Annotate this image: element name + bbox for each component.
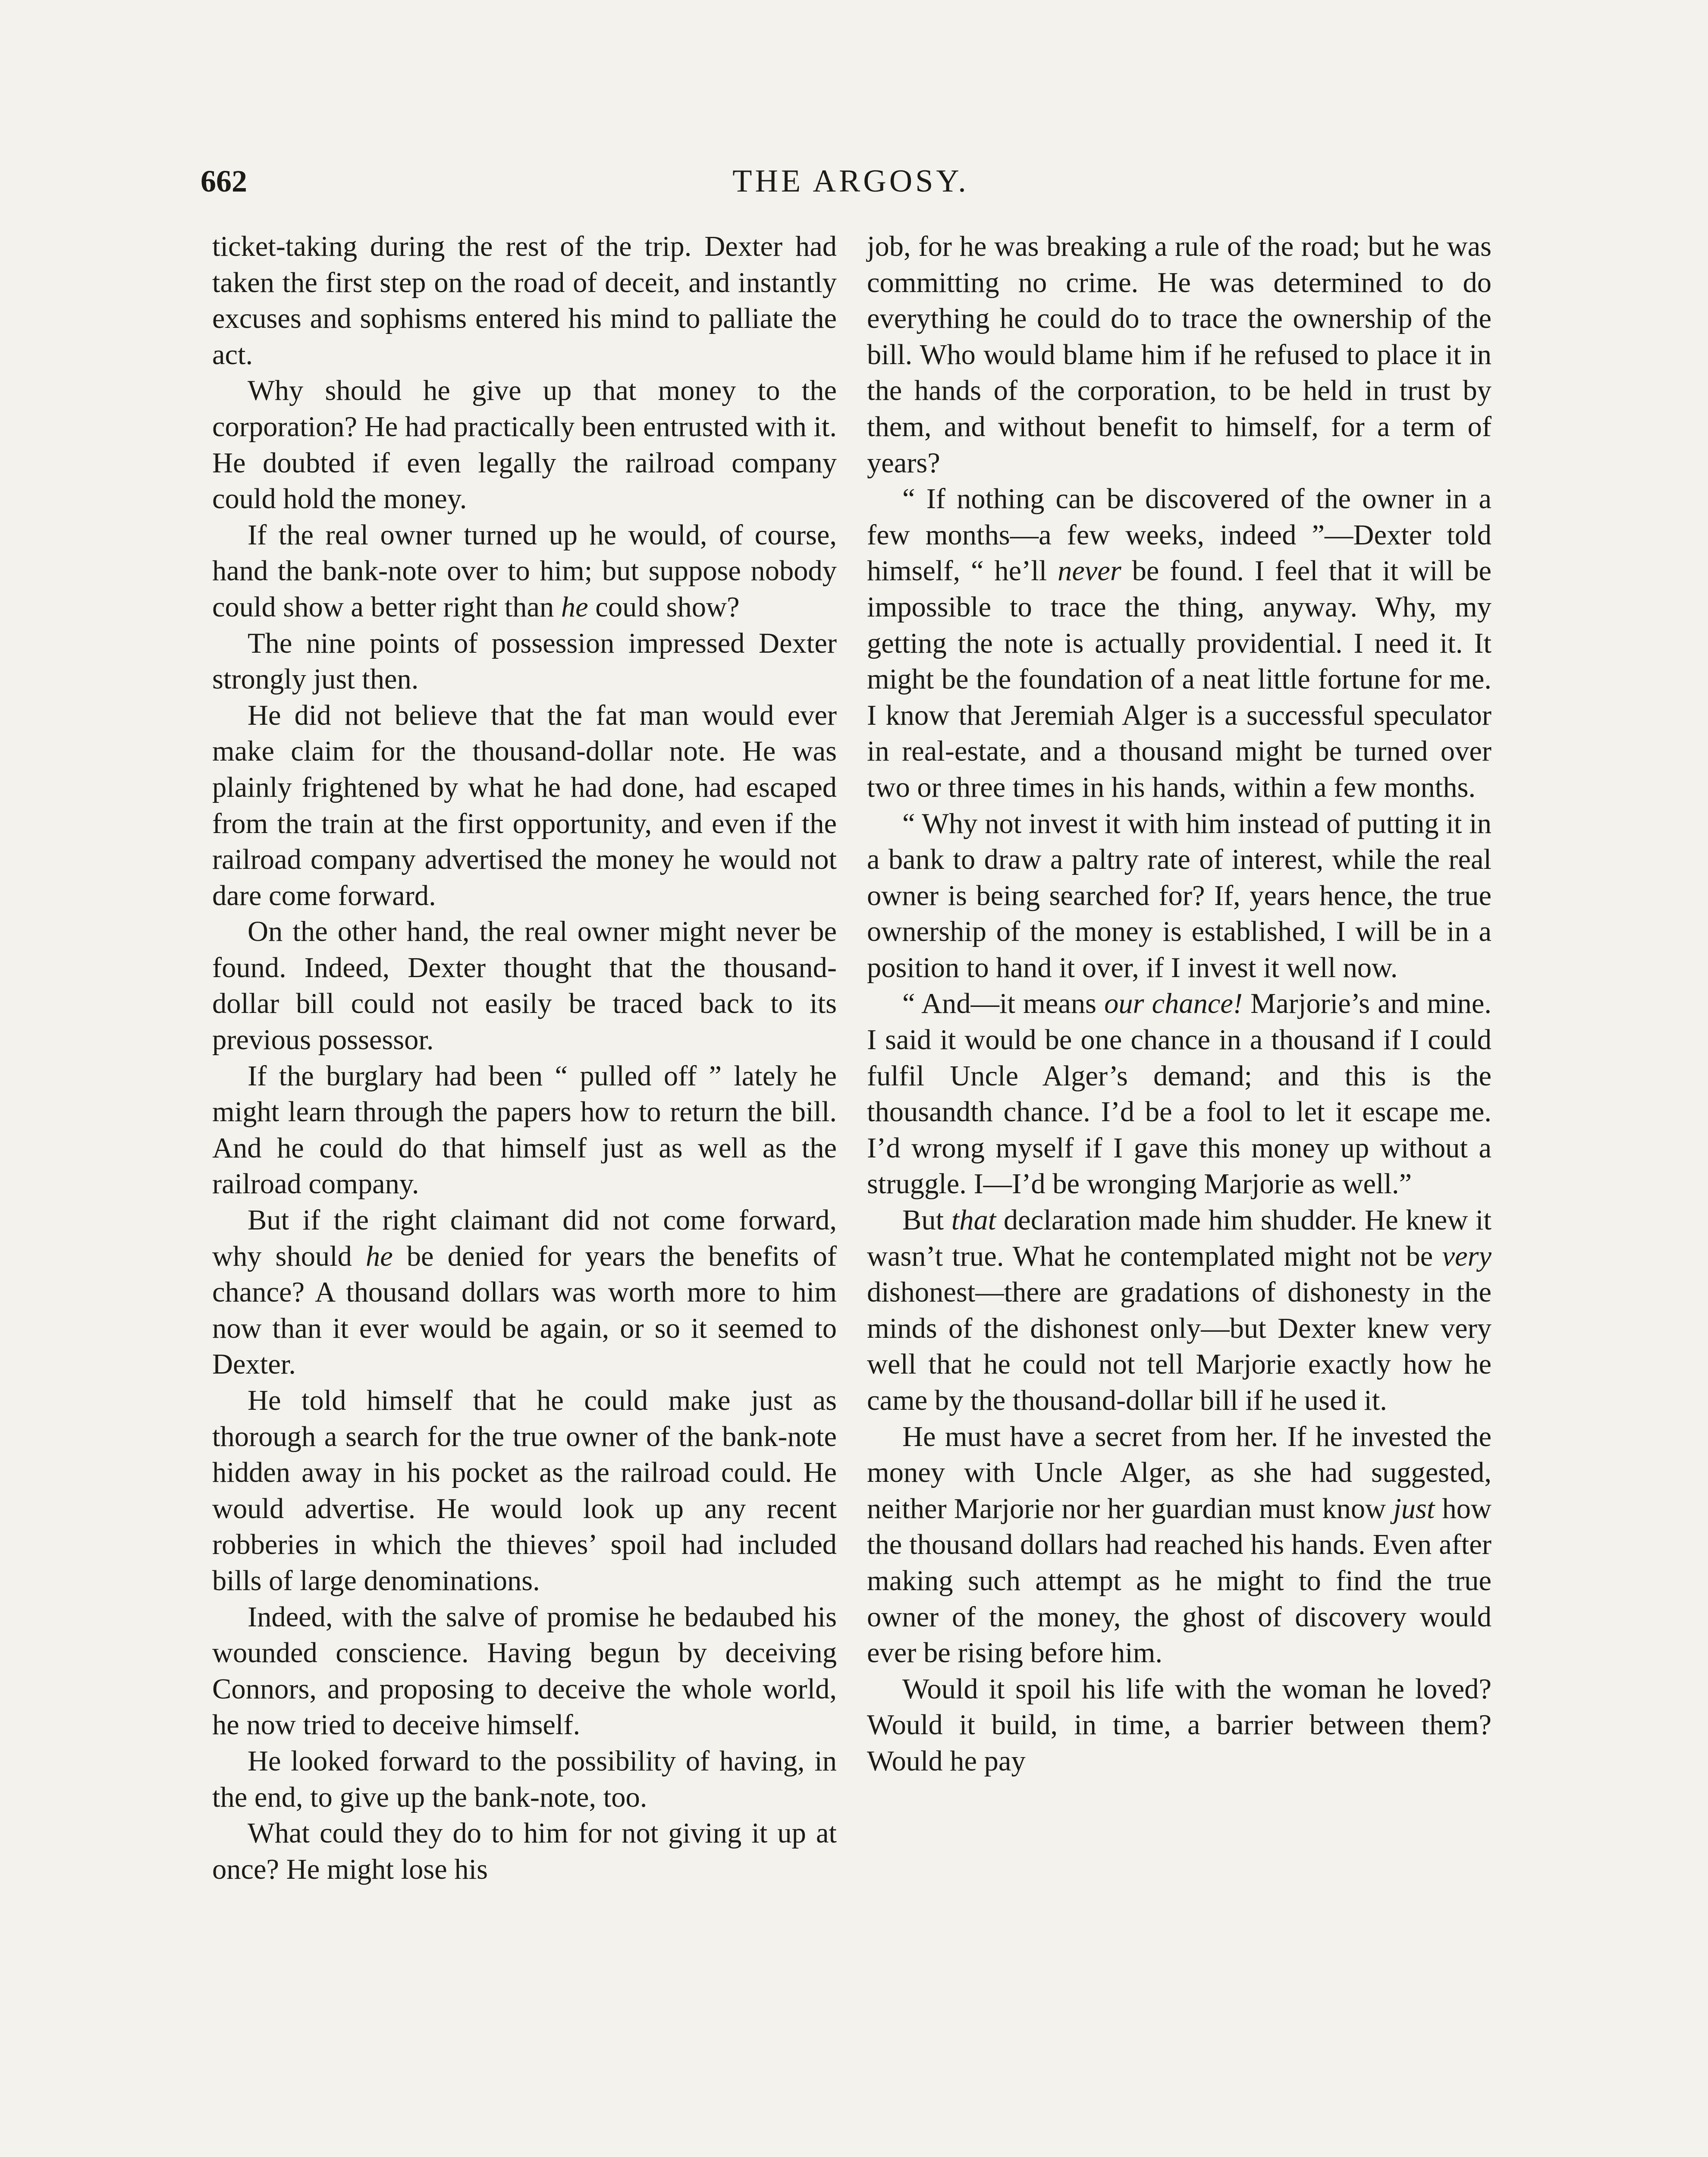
running-title: THE ARGOSY. [732, 164, 969, 199]
paragraph: The nine points of possession impressed Dexter strongly just then. [212, 627, 837, 695]
left-column [212, 229, 837, 2157]
paragraph: “ Why not invest it with him instead of putting it in a bank to draw a paltry rate of interest, while the real owner is being searched for? If, years hence, the true ownership of the money is established, I will be in a position to hand it over, if I invest it well now. [867, 808, 1491, 984]
paragraph: If the burglary had been “ pulled off ” lately he might learn through the papers how to return the bill. And he could do that himself just as well as the railroad company. [212, 1060, 837, 1200]
paragraph: He did not believe that the fat man would ever make claim for the thousand-dollar note. He was plainly frightened by what he had done, had escaped from the train at the first opportunity, and even if the railroad company advertised the money he would not dare come forward. [212, 699, 837, 912]
paragraph: job, for he was breaking a rule of the road; but he was committing no crime. He was determined to do everything he could do to trace the ownership of the bill. Who would blame him if he refused to place it in the hands of the corporation, to be held in trust by them, and without benefit to himself, for a term of years? [867, 231, 1491, 479]
paragraph: “ If nothing can be discovered of the owner in a few months—a few weeks, indeed ”—Dexter told himself, “ he’ll never be found. I feel that it will be impossible to trace the thing, anyway. Why, my getting the note is actually providential. I need it. It might be the foundation of a neat little fortune for me. I know that Jeremiah Alger is a successful speculator in real-estate, and a thousand might be turned over two or three times in his hands, within a few months. [867, 483, 1491, 803]
paragraph: But if the right claimant did not come forward, why should he be denied for years the benefits of chance? A thousand dollars was worth more to him now than it ever would be again, or so it seemed to Dexter. [212, 1204, 837, 1380]
paragraph: If the real owner turned up he would, of course, hand the bank-note over to him; but suppose nobody could show a better right than he could show? [212, 519, 837, 623]
right-column [867, 229, 1491, 2157]
page-number: 662 [201, 164, 247, 198]
paragraph: What could they do to him for not giving it up at once? He might lose his [212, 1817, 837, 1885]
paragraph: He must have a secret from her. If he invested the money with Uncle Alger, as she had suggested, neither Marjorie nor her guardian must know just how the thousand dollars had reached his hands. Even after making such attempt as he might to find the true owner of the money, the ghost of discovery would ever be rising before him. [867, 1421, 1491, 1669]
paragraph: Why should he give up that money to the corporation? He had practically been entrusted with it. He doubted if even legally the railroad company could hold the money. [212, 375, 837, 515]
paragraph: He looked forward to the possibility of having, in the end, to give up the bank-note, too. [212, 1745, 837, 1813]
paragraph: “ And—it means our chance! Marjorie’s and mine. I said it would be one chance in a thousand if I could fulfil Uncle Alger’s demand; and this is the thousandth chance. I’d be a fool to let it escape me. I’d wrong myself if I gave this money up without a struggle. I—I’d be wronging Marjorie as well.” [867, 988, 1492, 1200]
paragraph: He told himself that he could make just as thorough a search for the true owner of the bank-note hidden away in his pocket as the railroad could. He would advertise. He would look up any recent robberies in which the thieves’ spoil had included bills of large denominations. [212, 1385, 837, 1597]
paragraph: Would it spoil his life with the woman he loved? Would it build, in time, a barrier between them? Would he pay [867, 1673, 1491, 1777]
paragraph: ticket-taking during the rest of the trip. Dexter had taken the first step on the road of deceit, and instantly excuses and sophisms entered his mind to palliate the act. [212, 231, 837, 371]
paragraph: Indeed, with the salve of promise he bedaubed his wounded conscience. Having begun by deceiving Connors, and proposing to deceive the whole world, he now tried to deceive himself. [212, 1601, 837, 1741]
page-header [201, 160, 1501, 207]
paragraph: But that declaration made him shudder. He knew it wasn’t true. What he contemplated might not be very dishonest—there are gradations of dishonesty in the minds of the dishonest only—but Dexter knew very well that he could not tell Marjorie exactly how he came by the thousand-dollar bill if he used it. [867, 1204, 1491, 1416]
paragraph: On the other hand, the real owner might never be found. Indeed, Dexter thought that the thousand-dollar bill could not easily be traced back to its previous possessor. [212, 916, 837, 1056]
